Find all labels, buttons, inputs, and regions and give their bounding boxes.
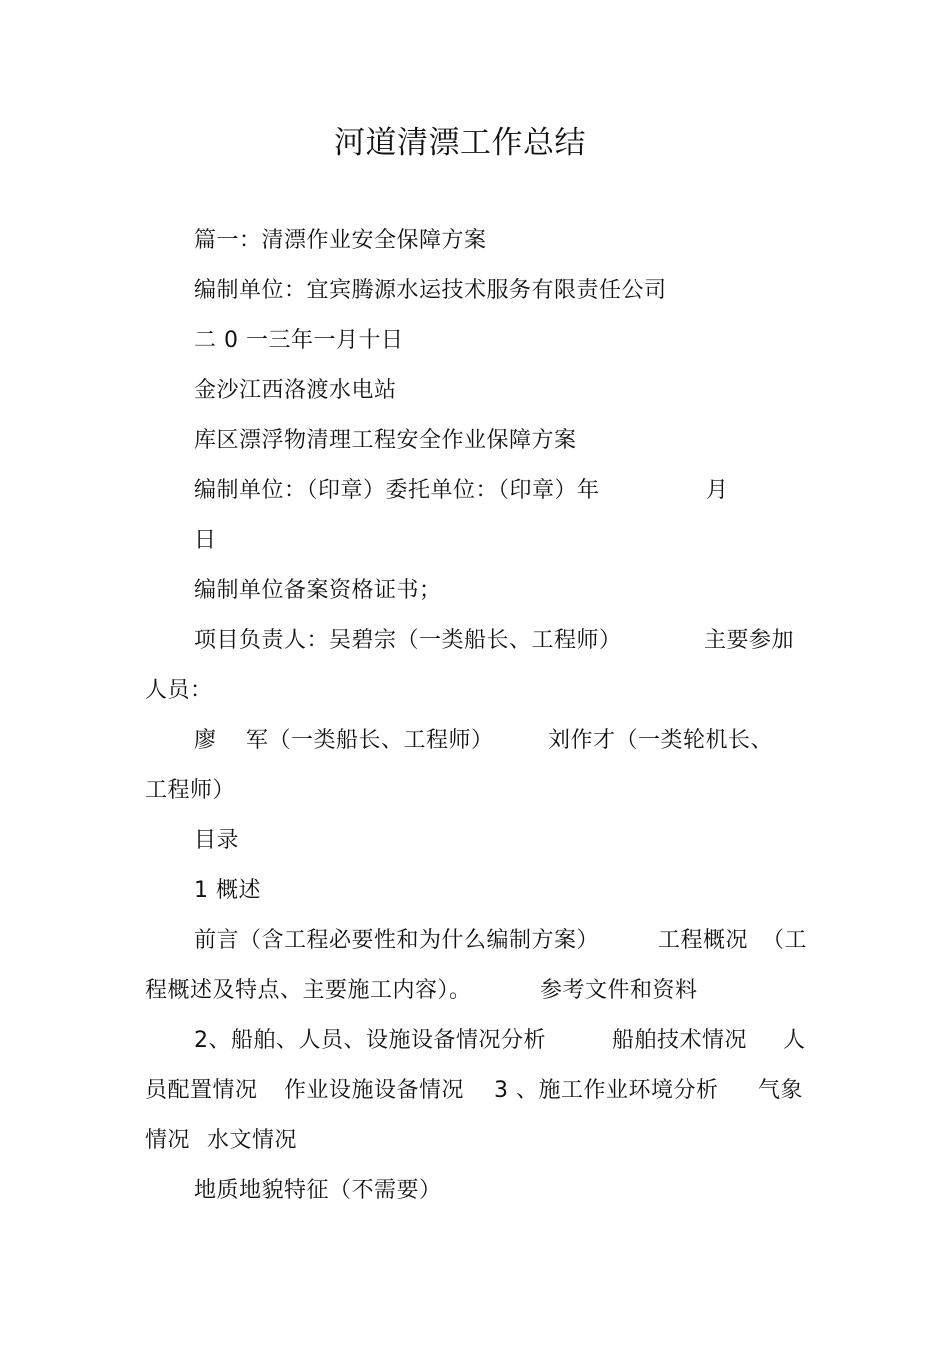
text-line: 气象 [758, 1078, 804, 1103]
text-line: 情况 [145, 1128, 191, 1153]
text-line: 日 [194, 528, 217, 553]
text-line: 员配置情况 [145, 1078, 258, 1103]
text-line: （工 [762, 928, 808, 953]
text-line: 前言（含工程必要性和为什么编制方案） [194, 928, 600, 953]
text-line: 1 概述 [194, 878, 261, 903]
text-line: 金沙江西洛渡水电站 [194, 378, 397, 403]
text-line: 刘作才（一类轮机长、 [548, 728, 774, 753]
text-line: 人员： [145, 678, 213, 703]
text-line: 作业设施设备情况 [284, 1078, 465, 1103]
text-line: 水文情况 [207, 1128, 298, 1153]
text-line: 2、船舶、人员、设施设备情况分析 [194, 1028, 546, 1053]
text-line: 参考文件和资料 [540, 978, 698, 1003]
text-line: 廖 [194, 728, 217, 753]
text-line: 项目负责人：吴碧宗（一类船长、工程师） [194, 628, 622, 653]
text-line: 编制单位备案资格证书； [194, 578, 442, 603]
text-line: 编制单位：（印章）委托单位：（印章）年 [194, 478, 600, 503]
text-line: 程概述及特点、主要施工内容）。 [145, 978, 472, 1003]
text-line: 地质地貌特征（不需要） [194, 1178, 442, 1203]
text-line: 人 [783, 1028, 806, 1053]
text-line: 主要参加 [704, 628, 795, 653]
text-line: 工程师） [145, 778, 236, 803]
text-line: 目录 [194, 828, 240, 853]
document-title: 河道清漂工作总结 [334, 125, 586, 161]
text-line: 二 0 一三年一月十日 [194, 328, 404, 353]
text-line: 库区漂浮物清理工程安全作业保障方案 [194, 428, 577, 453]
text-line: 船舶技术情况 [612, 1028, 748, 1053]
text-line: 篇一：清漂作业安全保障方案 [194, 228, 487, 253]
text-line: 工程概况 [658, 928, 749, 953]
text-line: 编制单位：宜宾腾源水运技术服务有限责任公司 [194, 278, 667, 303]
text-line: 3 、施工作业环境分析 [494, 1078, 719, 1103]
text-line: 军（一类船长、工程师） [246, 728, 494, 753]
text-line: 月 [706, 478, 729, 503]
